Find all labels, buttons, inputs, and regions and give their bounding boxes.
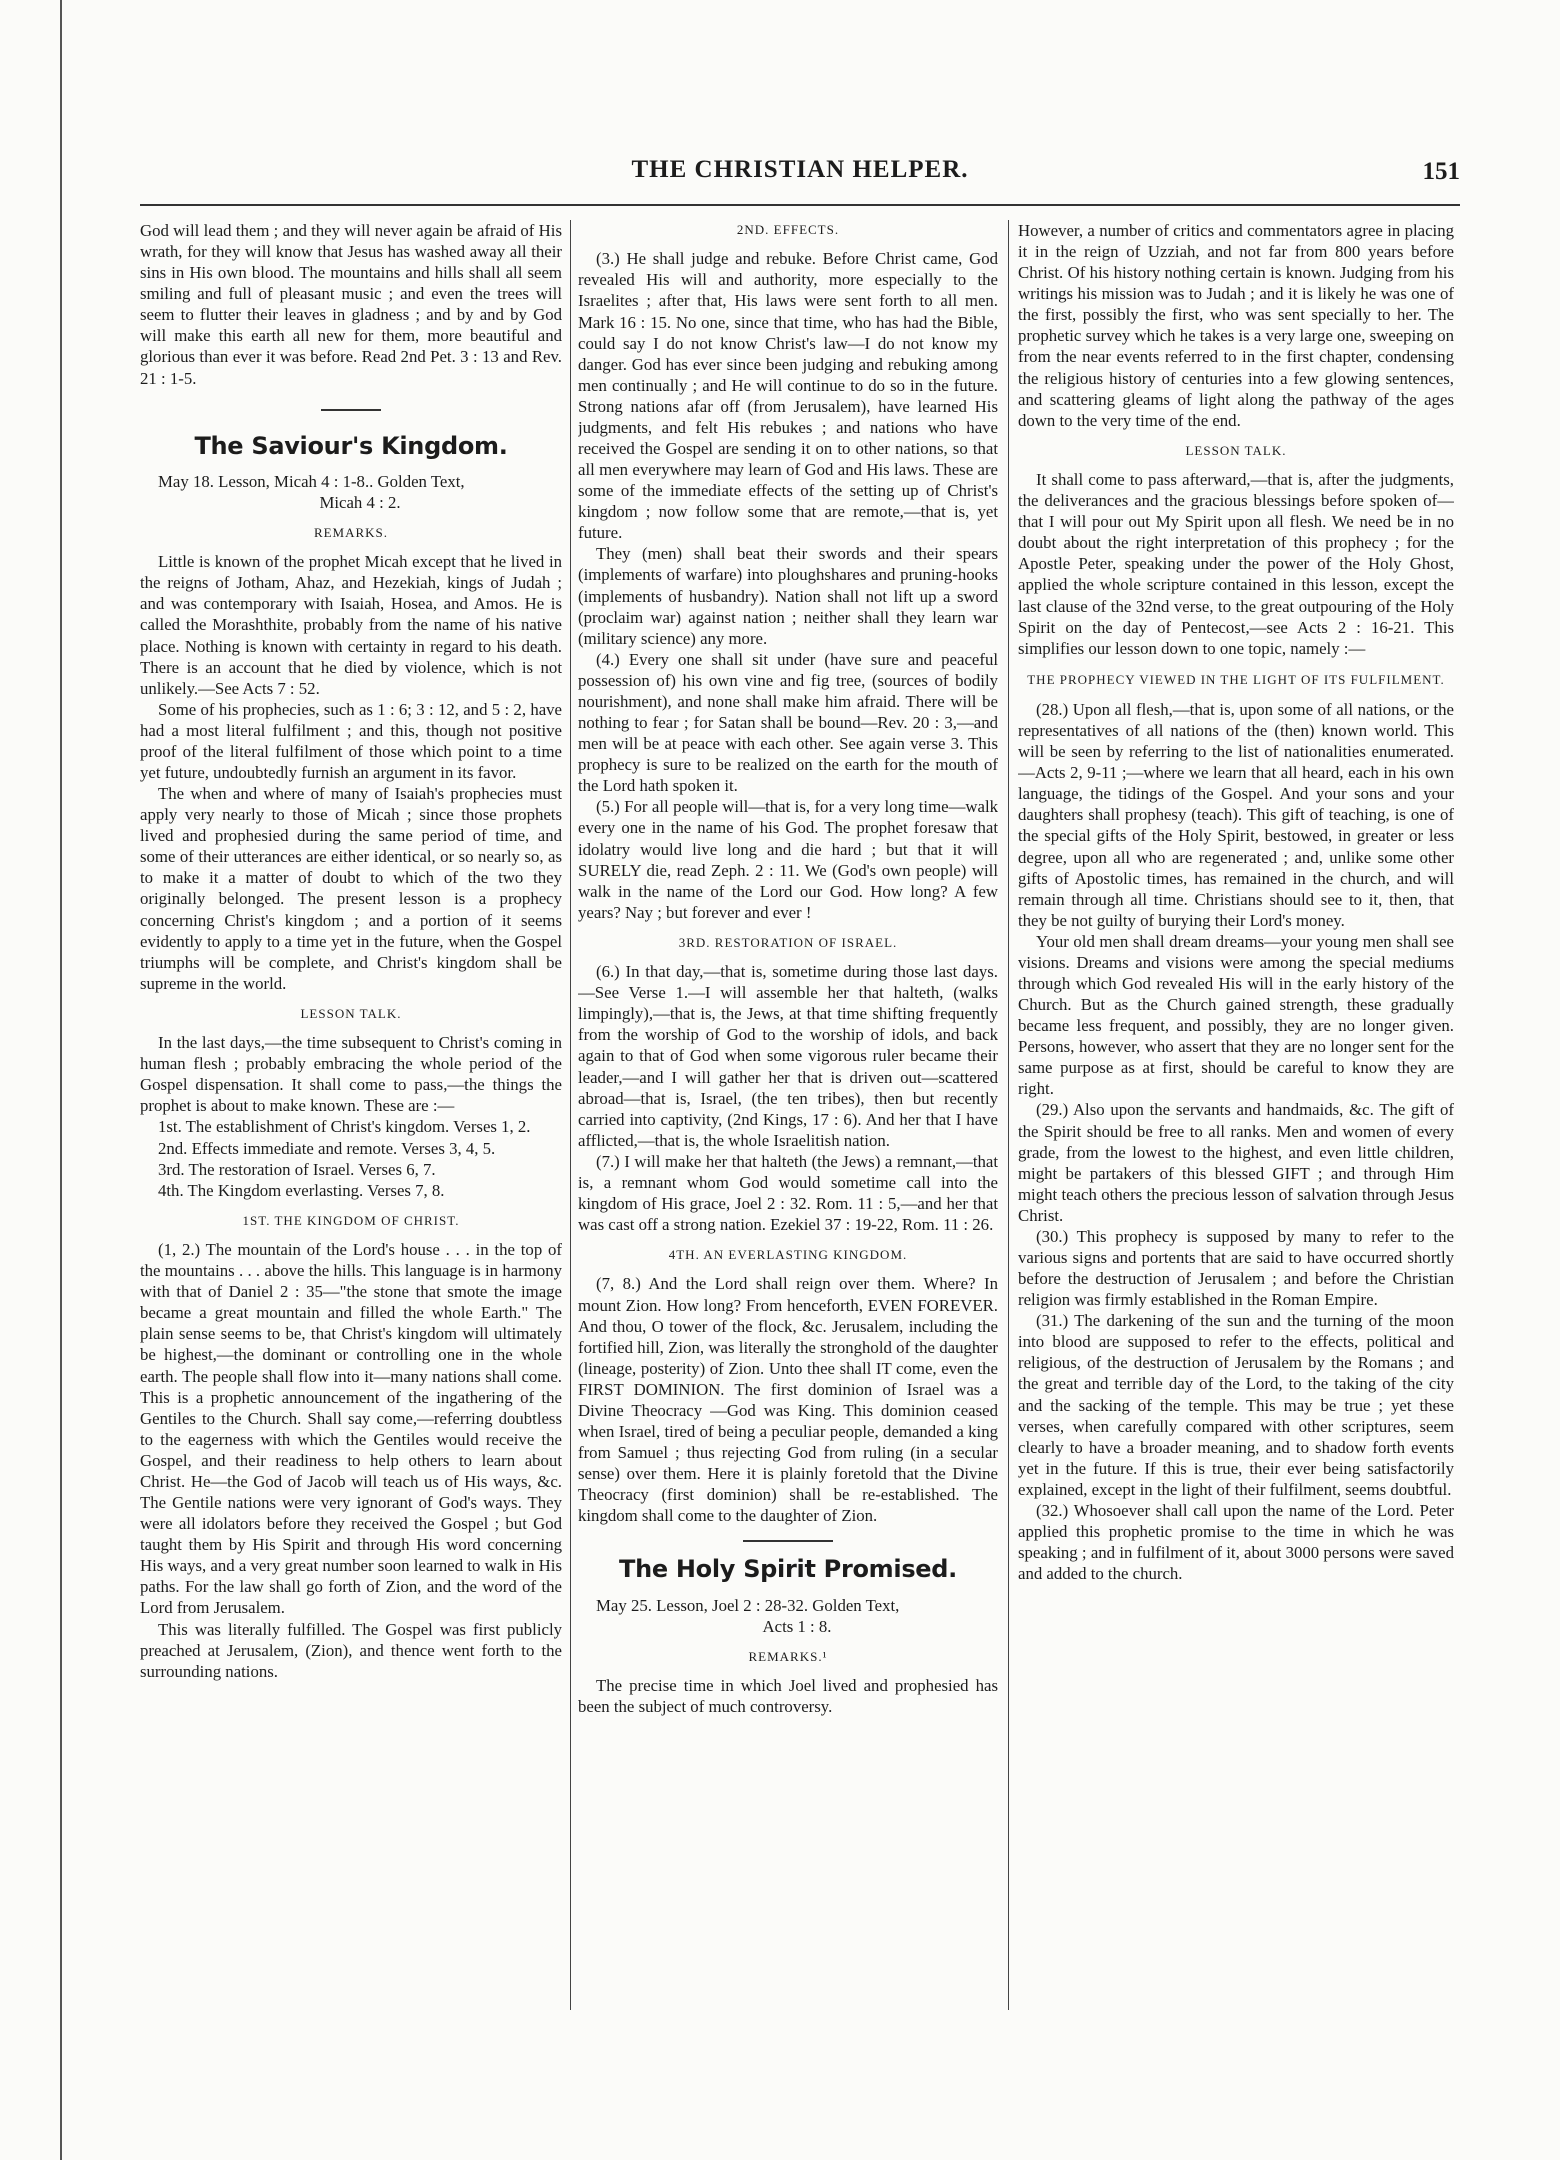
lesson-title: The Saviour's Kingdom. <box>194 431 508 460</box>
paragraph: (7.) I will make her that halteth (the Jews) a remnant,—that is, a remnant whom God would sometime call into the kingdom of His grace, Joel 2 : 32. Rom. 11 : 5,—and her that was cast off a strong nation. Ezekiel 37 : 19-22, Rom. 11 : 26. <box>578 1151 998 1235</box>
golden-text-reference: Acts 1 : 8. <box>762 1616 832 1636</box>
paragraph: Some of his prophecies, such as 1 : 6; 3 : 12, and 5 : 2, have had a most literal fulfilment ; and this, though not positive proof of the literal fulfilment of those which point to a time yet future, undoubtedly furnish an argument in its favor. <box>140 699 562 782</box>
list-item: 4th. The Kingdom everlasting. Verses 7, 8. <box>158 1180 445 1200</box>
page-number: 151 <box>1422 158 1460 185</box>
paragraph: They (men) shall beat their swords and their spears (implements of warfare) into ploughshares and pruning-hooks (implements of husbandry). Nation shall not lift up a sword (proclaim war) against nation ; neither shall they learn war (military science) any more. <box>578 544 998 648</box>
column-left <box>140 220 562 2020</box>
section-heading: LESSON TALK. <box>300 1005 402 1021</box>
section-heading: 3RD. RESTORATION OF ISRAEL. <box>678 934 898 950</box>
running-title: THE CHRISTIAN HELPER. <box>631 156 969 183</box>
section-heading: REMARKS.¹ <box>748 1648 828 1664</box>
paragraph: The precise time in which Joel lived and prophesied has been the subject of much controversy. <box>578 1675 998 1717</box>
paragraph: (6.) In that day,—that is, sometime during those last days.—See Verse 1.—I will assemble her that halteth, (walks limpingly),—that is, the Jews, at that time shifting frequently from the worship of God to the worship of idols, and back again to that of God when some vigorous ruler became their leader,—and I will gather her that is driven out—scattered abroad—that is, Israel, (the ten tribes), then but recently carried into captivity, (2nd Kings, 17 : 6). And her that I have afflicted,—that is, the whole Israelitish nation. <box>578 962 998 1150</box>
paragraph: In the last days,—the time subsequent to Christ's coming in human flesh ; probably embracing the whole period of the Gospel dispensation. It shall come to pass,—the things the prophet is about to make known. These are :— <box>140 1033 562 1116</box>
paragraph: This was literally fulfilled. The Gospel was first publicly preached at Jerusalem, (Zion), and thence went forth to the surrounding nations. <box>140 1619 562 1681</box>
page-left-edge <box>60 0 62 2160</box>
paragraph: Little is known of the prophet Micah except that he lived in the reigns of Jotham, Ahaz, and Hezekiah, kings of Judah ; and was contemporary with Isaiah, Hosea, and Amos. He is called the Morashthite, probably from the name of his native place. Nothing is known with certainty in regard to his death. There is an account that he died by violence, which is not unlikely.—See Acts 7 : 52. <box>140 552 562 698</box>
list-item: 1st. The establishment of Christ's kingdom. Verses 1, 2. <box>158 1117 531 1137</box>
lesson-title: The Holy Spirit Promised. <box>619 1555 957 1584</box>
paragraph: (3.) He shall judge and rebuke. Before Christ came, God revealed His will and authority, more especially to the Israelites ; after that, His laws were sent forth to all men. Mark 16 : 15. No one, since that time, who has had the Bible, could say I do not know Christ's law—I do not know my danger. God has ever since been judging and rebuking among men continually ; and He will continue to do so in the future. Strong nations afar off (from Jerusalem), have learned His judgments, and felt His rebukes ; and nations who have received the Gospel are sending it on to other nations, so that all men everywhere may learn of God and His laws. These are some of the immediate effects of the setting up of Christ's kingdom ; now follow some that are remote,—that is, yet future. <box>578 249 998 543</box>
section-heading: 1ST. THE KINGDOM OF CHRIST. <box>242 1212 460 1228</box>
paragraph: (5.) For all people will—that is, for a very long time—walk every one in the name of his God. The prophet foresaw that idolatry would live long and die hard ; but that it will SURELY die, read Zeph. 2 : 11. We (God's own people) will walk in the name of the Lord our God. How long? A few years? Nay ; but forever and ever ! <box>578 797 998 922</box>
paragraph: (29.) Also upon the servants and handmaids, &c. The gift of the Spirit should be free to all ranks. Men and women of every grade, from the lowest to the highest, and even little children, might be partakers of this blessed GIFT ; and through Him might teach others the precious lesson of salvation through Jesus Christ. <box>1018 1100 1454 1225</box>
column-divider <box>1008 220 1009 2010</box>
header-rule <box>140 204 1460 206</box>
column-middle <box>578 220 998 2020</box>
page-header <box>140 156 1460 196</box>
list-item: 2nd. Effects immediate and remote. Verses 3, 4, 5. <box>158 1138 496 1158</box>
paragraph: (31.) The darkening of the sun and the turning of the moon into blood are supposed to refer to the effects, political and religious, of the destruction of Jerusalem by the Romans ; and the great and terrible day of the Lord, to the taking of the city and the sacking of the temple. This may be true ; yet these verses, when carefully compared with other scriptures, seem clearly to have a broader meaning, and to shadow forth events yet in the future. If this is true, their ever being satisfactorily explained, except in the light of their fulfilment, seems doubtful. <box>1018 1311 1454 1499</box>
lesson-reference: May 18. Lesson, Micah 4 : 1-8.. Golden Text, <box>158 471 465 491</box>
section-heading: 4TH. AN EVERLASTING KINGDOM. <box>668 1247 908 1263</box>
section-rule <box>743 1540 833 1542</box>
section-heading: LESSON TALK. <box>1185 442 1287 458</box>
paragraph: (28.) Upon all flesh,—that is, upon some of all nations, or the representatives of all nations of the (then) known world. This will be seen by referring to the list of nationalities enumerated.—Acts 2, 9-11 ;—where we learn that all heard, each in his own language, the tidings of the Gospel. And your sons and your daughters shall prophesy (teach). This gift of teaching, is one of the special gifts of the Holy Spirit, bestowed, in greater or less degree, upon all who are regenerated ; and, unlike some other gifts of Apostolic times, has remained in the church, and will remain through all time. Christians should see to it, then, that they be not guilty of burying their Lord's money. <box>1018 699 1454 930</box>
column-right <box>1018 220 1454 2020</box>
section-heading: THE PROPHECY VIEWED IN THE LIGHT OF ITS FULFILMENT. <box>1027 671 1445 687</box>
paragraph: God will lead them ; and they will never again be afraid of His wrath, for they will know that Jesus has washed away all their sins in His own blood. The mountains and hills shall all seem smiling and full of pleasant music ; and even the trees will seem to flutter their leaves in gladness ; and by and by God will make this earth all new for them, more beautiful and glorious than ever it was before. Read 2nd Pet. 3 : 13 and Rev. 21 : 1-5. <box>140 221 562 388</box>
paragraph: The when and where of many of Isaiah's prophecies must apply very nearly to those of Micah ; since those prophets lived and prophesied during the same period of time, and some of their utterances are either identical, or so nearly so, as to make it a matter of doubt to which of the two they originally belonged. The present lesson is a prophecy concerning Christ's kingdom ; and a portion of it seems evidently to apply to a time yet in the future, when the Gospel triumphs will be complete, and Christ's kingdom shall be supreme in the world. <box>140 784 562 993</box>
section-heading: REMARKS. <box>313 524 389 540</box>
paragraph: (1, 2.) The mountain of the Lord's house . . . in the top of the mountains . . . above the hills. This language is in harmony with that of Daniel 2 : 35—"the stone that smote the image became a great mountain and filled the whole Earth." The plain sense seems to be, that Christ's kingdom will ultimately be highest,—the dominant or controlling one in the whole earth. The people shall flow into it—many nations shall come. This is a prophetic announcement of the ingathering of the Gentiles to the Church. Shall say come,—referring doubtless to the eagerness with which the Gentiles would receive the Gospel, and their readiness to help others to learn about Christ. He—the God of Jacob will teach us of His ways, &c. The Gentile nations were very ignorant of God's ways. They were all idolators before they received the Gospel ; but God taught them by His Spirit and through His word concerning His ways, and a very great number soon learned to walk in His paths. For the law shall go forth of Zion, and the word of the Lord from Jerusalem. <box>140 1240 562 1618</box>
column-divider <box>570 220 571 2010</box>
golden-text-reference: Micah 4 : 2. <box>319 492 401 512</box>
paragraph: (4.) Every one shall sit under (have sure and peaceful possession of) his own vine and fig tree, (sources of bodily nourishment), and none shall make him afraid. There will be nothing to fear ; for Satan shall be bound—Rev. 20 : 3,—and men will be at peace with each other. See again verse 3. This prophecy is sure to be realized on the earth for the mouth of the Lord hath spoken it. <box>578 649 998 796</box>
lesson-reference: May 25. Lesson, Joel 2 : 28-32. Golden Text, <box>596 1595 900 1615</box>
list-item: 3rd. The restoration of Israel. Verses 6, 7. <box>158 1159 436 1179</box>
paragraph: It shall come to pass afterward,—that is, after the judgments, the deliverances and the gracious blessings before spoken of—that I will pour out My Spirit upon all flesh. We need be in no doubt about the right interpretation of this prophecy ; for the Apostle Peter, speaking under the power of the Holy Ghost, applied the whole scripture contained in this lesson, except the last clause of the 32nd verse, to the great outpouring of the Holy Spirit on the day of Pentecost,—see Acts 2 : 16-21. This simplifies our lesson down to one topic, namely :— <box>1018 470 1454 658</box>
paragraph: (7, 8.) And the Lord shall reign over them. Where? In mount Zion. How long? From henceforth, EVEN FOREVER. And thou, O tower of the flock, &c. Jerusalem, including the fortified hill, Zion, was literally the stronghold of the daughter (lineage, posterity) of Zion. Unto thee shall IT come, even the FIRST DOMINION. The first dominion of Israel was a Divine Theocracy —God was King. This dominion ceased when Israel, tired of being a peculiar people, demanded a king from Samuel ; thus rejecting God from ruling (in a secular sense) over them. Here it is plainly foretold that the Divine Theocracy (first dominion) shall be re-established. The kingdom shall come to the daughter of Zion. <box>578 1274 998 1526</box>
section-heading: 2ND. EFFECTS. <box>736 222 840 237</box>
paragraph: (32.) Whosoever shall call upon the name of the Lord. Peter applied this prophetic promise to the time in which he was speaking ; and in fulfilment of it, about 3000 persons were saved and added to the church. <box>1018 1500 1454 1584</box>
section-rule <box>321 409 381 411</box>
paragraph: (30.) This prophecy is supposed by many to refer to the various signs and portents that are said to have occurred shortly before the destruction of Jerusalem ; and before the Christian religion was firmly established in the Roman Empire. <box>1018 1226 1454 1310</box>
paragraph: However, a number of critics and commentators agree in placing it in the reign of Uzziah, and not far from 800 years before Christ. Of his history nothing certain is known. Judging from his writings his mission was to Judah ; and it is likely he was one of the first, possibly the first, who was sent specially to her. The prophetic survey which he takes is a very large one, sweeping on from the near events referred to in the first chapter, condensing the religious history of centuries into a few glowing sentences, and scattering gleams of light along the pathway of the ages down to the very time of the end. <box>1018 221 1454 430</box>
paragraph: Your old men shall dream dreams—your young men shall see visions. Dreams and visions were among the special mediums through which God revealed His will in the early history of the Church. But as the Church gained strength, these gradually became less frequent, and possibly, they are no longer given. Persons, however, who assert that they are no longer sent for the same purpose as at first, should be careful to know they are right. <box>1018 931 1454 1099</box>
